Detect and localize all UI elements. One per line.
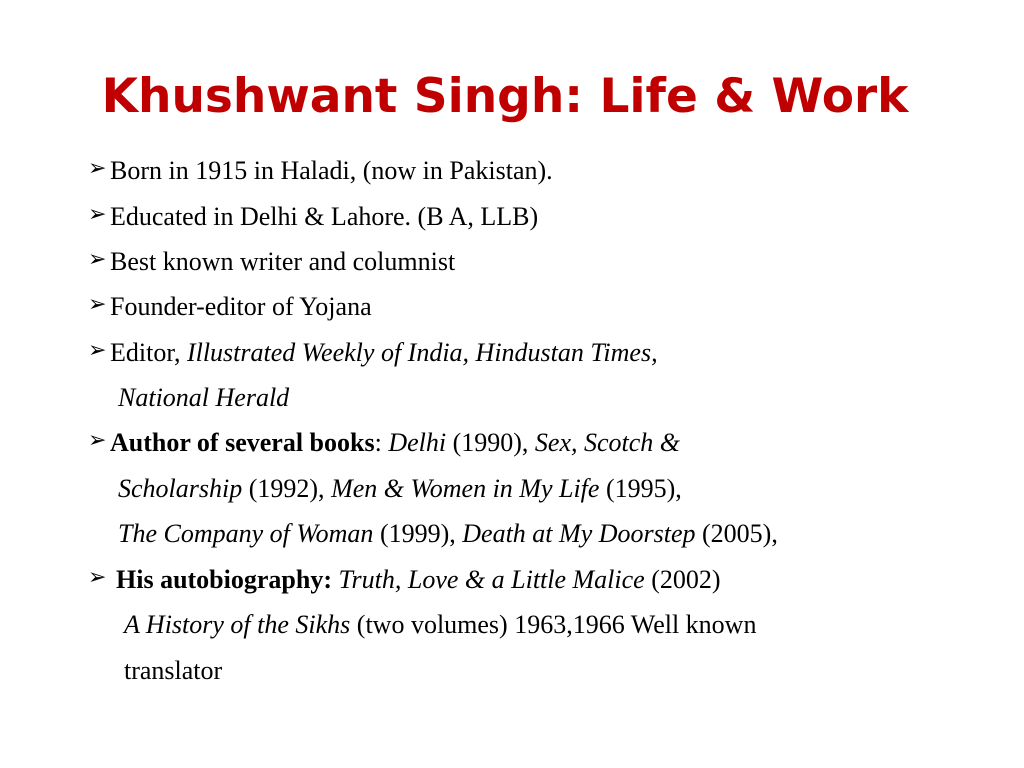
- book-year: (1995),: [599, 474, 682, 503]
- publication-titles: Illustrated Weekly of India, Hindustan Times,: [186, 338, 658, 367]
- arrow-bullet-icon: ➢: [88, 202, 107, 227]
- bullet-text: Born in 1915 in Haladi, (now in Pakistan).: [110, 156, 553, 185]
- book-year: (1999),: [373, 519, 463, 548]
- book-title: The Company of Woman: [118, 519, 374, 548]
- bullet-writer: [88, 247, 455, 279]
- book-title: Men & Women in My Life: [331, 474, 600, 503]
- bullet-text: Best known writer and columnist: [110, 247, 456, 276]
- arrow-bullet-icon: ➢: [88, 428, 107, 453]
- book-title: Sex, Scotch &: [534, 428, 681, 457]
- book-title: Truth, Love & a Little Malice: [338, 565, 645, 594]
- arrow-bullet-icon: ➢: [88, 247, 107, 272]
- book-title: Death at My Doorstep: [462, 519, 696, 548]
- bullet-text: translator: [124, 656, 223, 685]
- arrow-bullet-icon: ➢: [88, 338, 107, 363]
- book-title: Delhi: [388, 428, 447, 457]
- bullet-text: (two volumes) 1963,1966 Well known: [350, 610, 757, 639]
- bullet-editor: [88, 338, 658, 370]
- bullet-books-cont-2: [118, 519, 778, 549]
- book-title: Scholarship: [118, 474, 243, 503]
- bullet-heading: His autobiography:: [116, 565, 332, 594]
- bullet-born: [88, 156, 553, 188]
- arrow-bullet-icon: ➢: [88, 565, 107, 590]
- publication-title: National Herald: [118, 383, 290, 412]
- bullet-autobiography-cont-1: [124, 610, 756, 640]
- book-year: (1990),: [446, 428, 535, 457]
- arrow-bullet-icon: ➢: [88, 292, 107, 317]
- bullet-books: [88, 428, 680, 460]
- separator: :: [374, 428, 389, 457]
- bullet-autobiography-cont-2: [124, 656, 222, 686]
- bullet-editor-cont: [118, 383, 289, 413]
- book-year: (2002): [644, 565, 721, 594]
- bullet-text: Educated in Delhi & Lahore. (B A, LLB): [110, 202, 539, 231]
- slide-title: Khushwant Singh: Life & Work: [101, 69, 909, 124]
- bullet-text-lead: Editor,: [110, 338, 187, 367]
- book-year: (2005),: [695, 519, 778, 548]
- book-title: A History of the Sikhs: [124, 610, 351, 639]
- book-year: (1992),: [242, 474, 332, 503]
- bullet-text: Founder-editor of Yojana: [110, 292, 372, 321]
- bullet-books-cont-1: [118, 474, 682, 504]
- bullet-autobiography: [88, 565, 721, 597]
- bullet-educated: [88, 202, 538, 234]
- arrow-bullet-icon: ➢: [88, 156, 107, 181]
- bullet-founder: [88, 292, 372, 324]
- bullet-heading: Author of several books: [110, 428, 375, 457]
